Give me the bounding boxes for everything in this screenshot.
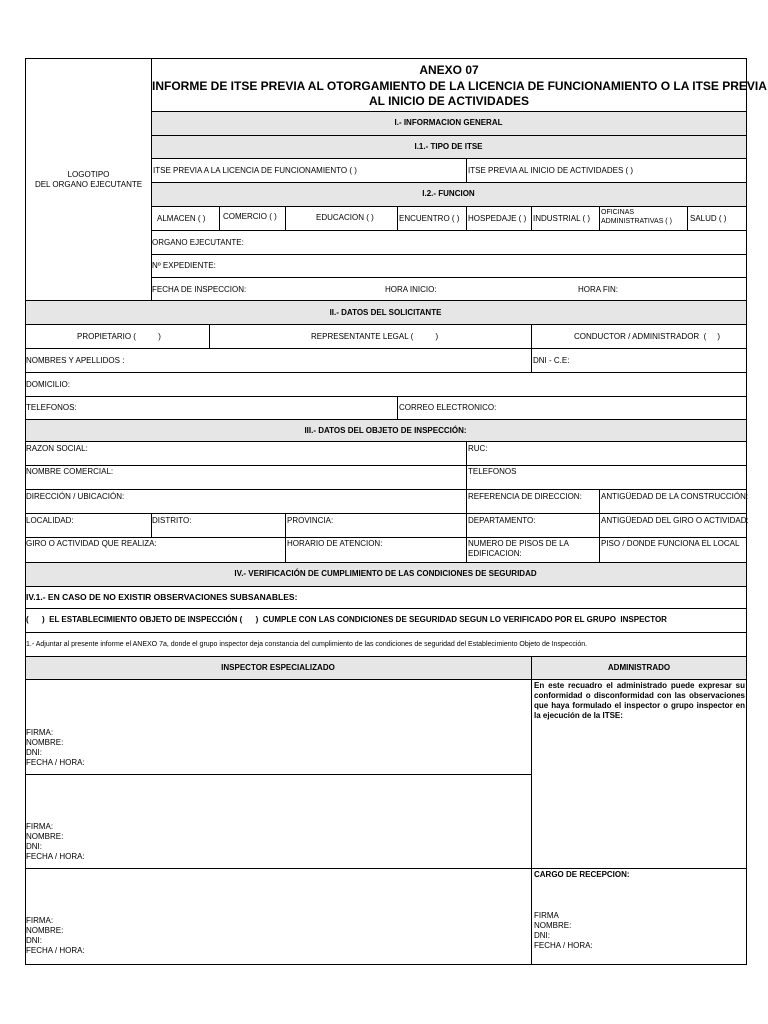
antiguedad-construccion-field[interactable]: ANTIGÜEDAD DE LA CONSTRUCCIÓN: (601, 492, 749, 501)
funcion-comercio[interactable]: COMERCIO ( ) (223, 212, 277, 221)
hora-inicio-field[interactable]: HORA INICIO: (385, 285, 437, 294)
funcion-oficinas[interactable] (601, 208, 672, 226)
administrado-signature-block (534, 911, 593, 951)
administrado-text: En este recuadro el administrado puede expresar su conformidad o disconformidad con las observaciones que haya formulado el inspector o grupo inspector en la ejecución de la ITSE: (534, 681, 745, 720)
tipo-previa-inicio[interactable]: ITSE PREVIA AL INICIO DE ACTIVIDADES ( ) (468, 166, 634, 175)
fecha-inspeccion-field[interactable]: FECHA DE INSPECCION: (152, 285, 247, 294)
logo-label-2: DEL ORGANO EJECUTANTE (34, 180, 143, 189)
nombre-label: NOMBRE: (26, 738, 64, 747)
annex-label: ANEXO 07 (419, 63, 479, 77)
logo-placeholder (26, 170, 151, 190)
telefonos-objeto-field[interactable]: TELEFONOS (468, 467, 517, 476)
dni-field[interactable]: DNI - C.E: (533, 356, 570, 365)
funcion-oficinas-line-2: ADMINISTRATIVAS ( ) (601, 218, 672, 225)
section-4-1-title: IV.1.- EN CASO DE NO EXISTIR OBSERVACIONES SUBSANABLES: (26, 592, 298, 602)
section-4-title: IV.- VERIFICACIÓN DE CUMPLIMIENTO DE LAS CONDICIONES DE SEGURIDAD (234, 569, 537, 578)
section-3-title: III.- DATOS DEL OBJETO DE INSPECCIÓN: (304, 426, 467, 435)
tipo-itse-title: I.1.- TIPO DE ITSE (414, 142, 483, 151)
antiguedad-giro-field[interactable]: ANTIGÜEDAD DEL GIRO O ACTIVIDAD: (601, 516, 749, 525)
conductor-option[interactable]: CONDUCTOR / ADMINISTRADOR ( ) (574, 332, 721, 341)
funcion-salud[interactable]: SALUD ( ) (690, 214, 727, 223)
tipo-previa-licencia[interactable]: ITSE PREVIA A LA LICENCIA DE FUNCIONAMIENTO ( ) (153, 166, 357, 175)
cargo-recepcion-label: CARGO DE RECEPCION: (534, 870, 630, 879)
firma-label: FIRMA: (26, 728, 54, 737)
page-title-line-2: AL INICIO DE ACTIVIDADES (368, 94, 529, 108)
page-title (152, 79, 767, 109)
firma-label: FIRMA (534, 911, 559, 920)
fecha-hora-label: FECHA / HORA: (26, 758, 85, 767)
dni-label: DNI: (26, 842, 42, 851)
funcion-educacion[interactable]: EDUCACION ( ) (316, 213, 374, 222)
funcion-encuentro[interactable]: ENCUENTRO ( ) (399, 214, 460, 223)
funcion-oficinas-line-1: OFICINAS (601, 209, 635, 216)
horario-field[interactable]: HORARIO DE ATENCION: (287, 539, 383, 548)
funcion-almacen[interactable]: ALMACEN ( ) (157, 214, 206, 223)
inspector-signature-block-2 (26, 822, 85, 862)
pisos-field[interactable] (468, 539, 569, 559)
pisos-label-1: NUMERO DE PISOS DE LA (468, 539, 569, 548)
nombre-label: NOMBRE: (534, 921, 572, 930)
provincia-field[interactable]: PROVINCIA: (287, 516, 334, 525)
domicilio-field[interactable]: DOMICILIO: (26, 380, 71, 389)
page-title-line-1: INFORME DE ITSE PREVIA AL OTORGAMIENTO DE LA LICENCIA DE FUNCIONAMIENTO O LA ITSE PREVIA (152, 79, 767, 93)
fecha-hora-label: FECHA / HORA: (534, 941, 593, 950)
nombre-label: NOMBRE: (26, 832, 64, 841)
referencia-field[interactable]: REFERENCIA DE DIRECCION: (468, 492, 582, 501)
firma-label: FIRMA: (26, 916, 54, 925)
nombre-comercial-field[interactable]: NOMBRE COMERCIAL: (26, 467, 114, 476)
propietario-option[interactable]: PROPIETARIO ( ) (77, 332, 161, 341)
ruc-field[interactable]: RUC: (468, 444, 488, 453)
funcion-industrial[interactable]: INDUSTRIAL ( ) (533, 214, 591, 223)
cumple-statement[interactable]: ( ) EL ESTABLECIMIENTO OBJETO DE INSPECCIÓN ( ) CUMPLE CON LAS CONDICIONES DE SEGURIDAD SEGUN LO VERIFICADO POR EL GRUPO INSPECTOR (26, 615, 667, 624)
section-2-title: II.- DATOS DEL SOLICITANTE (329, 308, 442, 317)
fecha-hora-label: FECHA / HORA: (26, 946, 85, 955)
dni-label: DNI: (534, 931, 550, 940)
annex-note: 1.- Adjuntar al presente informe el ANEXO 7a, donde el grupo inspector deja constancia del cumplimiento de las condiciones de seguridad del Establecimiento Objeto de Inspección. (26, 641, 588, 648)
distrito-field[interactable]: DISTRITO: (152, 516, 192, 525)
funcion-title: I.2.- FUNCION (422, 189, 475, 198)
administrado-header: ADMINISTRADO (607, 663, 671, 672)
organo-ejecutante-field[interactable]: ORGANO EJECUTANTE: (152, 238, 244, 247)
correo-field[interactable]: CORREO ELECTRONICO: (399, 403, 497, 412)
funcion-hospedaje[interactable]: HOSPEDAJE ( ) (468, 214, 527, 223)
nombre-label: NOMBRE: (26, 926, 64, 935)
inspector-signature-block-3 (26, 916, 85, 956)
pisos-label-2: EDIFICACION: (468, 549, 522, 558)
nombres-field[interactable]: NOMBRES Y APELLIDOS : (26, 356, 125, 365)
departamento-field[interactable]: DEPARTAMENTO: (468, 516, 536, 525)
localidad-field[interactable]: LOCALIDAD: (26, 516, 74, 525)
hora-fin-field[interactable]: HORA FIN: (578, 285, 619, 294)
direccion-field[interactable]: DIRECCIÓN / UBICACIÓN: (26, 492, 125, 501)
piso-local-field[interactable]: PISO / DONDE FUNCIONA EL LOCAL (601, 539, 740, 548)
razon-social-field[interactable]: RAZON SOCIAL: (26, 444, 88, 453)
firma-label: FIRMA: (26, 822, 54, 831)
dni-label: DNI: (26, 748, 42, 757)
inspector-signature-block-1 (26, 728, 85, 768)
dni-label: DNI: (26, 936, 42, 945)
logo-label: LOGOTIPO (67, 170, 110, 179)
expediente-field[interactable]: Nº EXPEDIENTE: (152, 261, 216, 270)
inspector-header: INSPECTOR ESPECIALIZADO (221, 663, 335, 672)
section-1-title: I.- INFORMACION GENERAL (394, 118, 503, 127)
telefonos-field[interactable]: TELEFONOS: (26, 403, 77, 412)
representante-option[interactable]: REPRESENTANTE LEGAL ( ) (311, 332, 439, 341)
giro-field[interactable]: GIRO O ACTIVIDAD QUE REALIZA: (26, 539, 157, 548)
fecha-hora-label: FECHA / HORA: (26, 852, 85, 861)
